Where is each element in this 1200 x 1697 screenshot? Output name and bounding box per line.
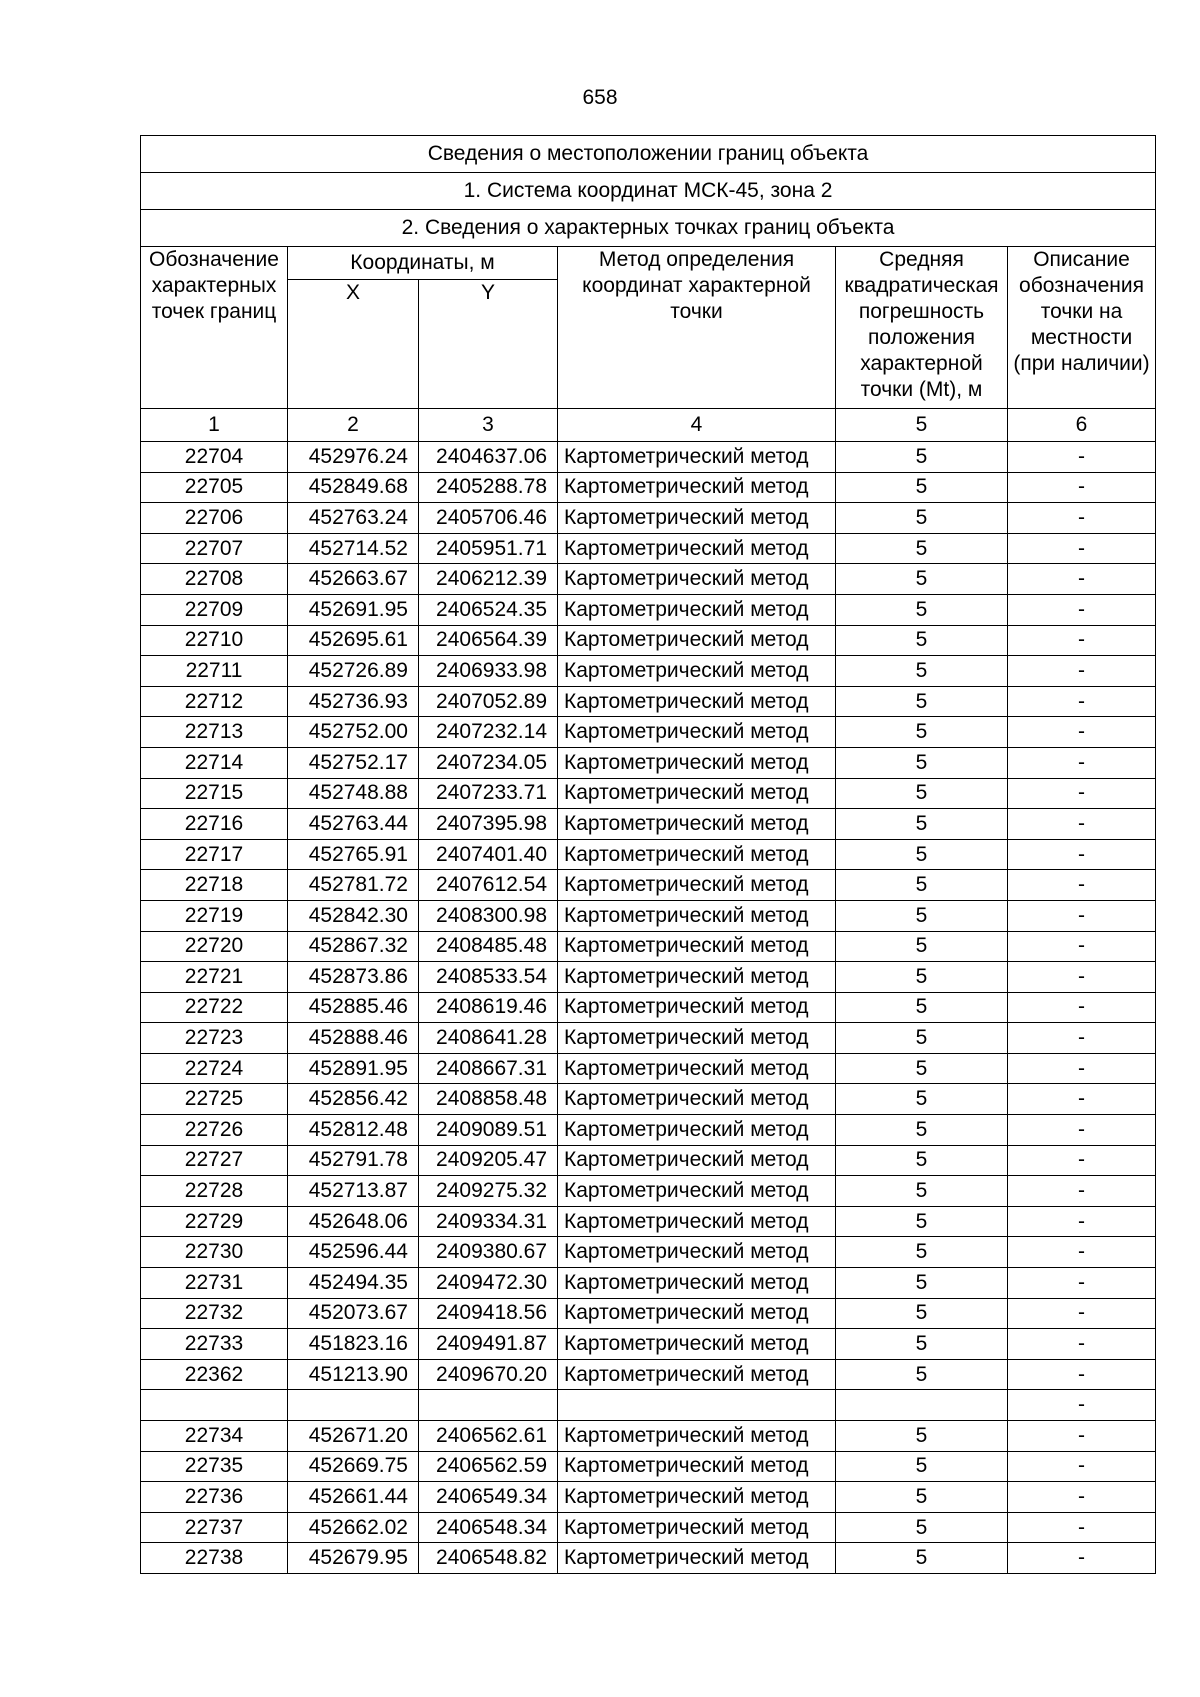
method-cell: Картометрический метод — [558, 1512, 836, 1543]
error-cell: 5 — [836, 1512, 1008, 1543]
error-cell: 5 — [836, 1482, 1008, 1513]
y-coordinate-cell: 2409275.32 — [419, 1176, 558, 1207]
table-row — [141, 1023, 1156, 1054]
table-row — [141, 1451, 1156, 1482]
table-row — [141, 533, 1156, 564]
method-cell: Картометрический метод — [558, 1023, 836, 1054]
table-row — [141, 594, 1156, 625]
column-number: 5 — [836, 409, 1008, 442]
table-row — [141, 1390, 1156, 1421]
error-cell: 5 — [836, 839, 1008, 870]
point-id-cell: 22738 — [141, 1543, 288, 1574]
description-cell: - — [1008, 1268, 1156, 1299]
point-id-cell: 22716 — [141, 809, 288, 840]
y-coordinate-cell: 2407234.05 — [419, 747, 558, 778]
x-coordinate-cell: 452726.89 — [288, 656, 419, 687]
x-coordinate-cell: 452669.75 — [288, 1451, 419, 1482]
table-row — [141, 778, 1156, 809]
y-coordinate-cell: 2409380.67 — [419, 1237, 558, 1268]
y-coordinate-cell: 2406549.34 — [419, 1482, 558, 1513]
y-coordinate-cell: 2409472.30 — [419, 1268, 558, 1299]
point-id-cell: 22736 — [141, 1482, 288, 1513]
error-cell: 5 — [836, 778, 1008, 809]
point-id-cell: 22711 — [141, 656, 288, 687]
y-coordinate-cell: 2405288.78 — [419, 472, 558, 503]
point-id-cell: 22737 — [141, 1512, 288, 1543]
table-row — [141, 870, 1156, 901]
description-cell: - — [1008, 1543, 1156, 1574]
error-cell: 5 — [836, 472, 1008, 503]
point-id-cell — [141, 1390, 288, 1421]
description-cell: - — [1008, 564, 1156, 595]
point-id-cell: 22712 — [141, 686, 288, 717]
point-id-cell: 22708 — [141, 564, 288, 595]
error-cell: 5 — [836, 931, 1008, 962]
x-coordinate-cell: 452891.95 — [288, 1053, 419, 1084]
column-number: 1 — [141, 409, 288, 442]
x-coordinate-cell: 452765.91 — [288, 839, 419, 870]
x-coordinate-cell: 452661.44 — [288, 1482, 419, 1513]
error-cell: 5 — [836, 1451, 1008, 1482]
y-coordinate-cell — [419, 1390, 558, 1421]
method-cell: Картометрический метод — [558, 747, 836, 778]
y-coordinate-cell: 2404637.06 — [419, 442, 558, 473]
x-coordinate-cell: 452695.61 — [288, 625, 419, 656]
y-coordinate-cell: 2408858.48 — [419, 1084, 558, 1115]
page-number: 658 — [582, 86, 618, 109]
description-cell: - — [1008, 839, 1156, 870]
description-cell: - — [1008, 747, 1156, 778]
point-id-cell: 22705 — [141, 472, 288, 503]
column-number: 2 — [288, 409, 419, 442]
point-id-cell: 22733 — [141, 1329, 288, 1360]
error-cell: 5 — [836, 1329, 1008, 1360]
table-row — [141, 686, 1156, 717]
table-row — [141, 1421, 1156, 1452]
table-row — [141, 1145, 1156, 1176]
point-id-cell: 22727 — [141, 1145, 288, 1176]
description-cell: - — [1008, 625, 1156, 656]
y-coordinate-cell: 2409089.51 — [419, 1115, 558, 1146]
header-method: Метод определения координат характерной точки — [558, 247, 836, 409]
table-row — [141, 931, 1156, 962]
boundary-points-table — [140, 135, 1156, 1574]
x-coordinate-cell: 452791.78 — [288, 1145, 419, 1176]
table-row — [141, 1268, 1156, 1299]
error-cell: 5 — [836, 442, 1008, 473]
header-coordinates: Координаты, м — [288, 247, 558, 280]
column-number: 6 — [1008, 409, 1156, 442]
table-row — [141, 564, 1156, 595]
table-title: Сведения о местоположении границ объекта — [141, 136, 1156, 173]
description-cell: - — [1008, 1482, 1156, 1513]
x-coordinate-cell: 452849.68 — [288, 472, 419, 503]
y-coordinate-cell: 2407232.14 — [419, 717, 558, 748]
y-coordinate-cell: 2407401.40 — [419, 839, 558, 870]
x-coordinate-cell: 452888.46 — [288, 1023, 419, 1054]
error-cell: 5 — [836, 564, 1008, 595]
description-cell: - — [1008, 717, 1156, 748]
description-cell: - — [1008, 931, 1156, 962]
method-cell: Картометрический метод — [558, 1329, 836, 1360]
error-cell: 5 — [836, 747, 1008, 778]
y-coordinate-cell: 2409334.31 — [419, 1206, 558, 1237]
point-id-cell: 22709 — [141, 594, 288, 625]
method-cell: Картометрический метод — [558, 1421, 836, 1452]
method-cell: Картометрический метод — [558, 1359, 836, 1390]
column-number: 3 — [419, 409, 558, 442]
method-cell: Картометрический метод — [558, 1176, 836, 1207]
y-coordinate-cell: 2405951.71 — [419, 533, 558, 564]
table-row — [141, 1543, 1156, 1574]
table-row — [141, 747, 1156, 778]
method-cell: Картометрический метод — [558, 931, 836, 962]
description-cell: - — [1008, 686, 1156, 717]
method-cell: Картометрический метод — [558, 1237, 836, 1268]
x-coordinate-cell: 452073.67 — [288, 1298, 419, 1329]
point-id-cell: 22725 — [141, 1084, 288, 1115]
table-row — [141, 503, 1156, 534]
x-coordinate-cell: 452713.87 — [288, 1176, 419, 1207]
method-cell: Картометрический метод — [558, 533, 836, 564]
method-cell: Картометрический метод — [558, 717, 836, 748]
point-id-cell: 22718 — [141, 870, 288, 901]
x-coordinate-cell: 451213.90 — [288, 1359, 419, 1390]
method-cell: Картометрический метод — [558, 1084, 836, 1115]
point-id-cell: 22707 — [141, 533, 288, 564]
x-coordinate-cell: 452842.30 — [288, 900, 419, 931]
description-cell: - — [1008, 442, 1156, 473]
error-cell: 5 — [836, 1543, 1008, 1574]
table-row — [141, 1115, 1156, 1146]
y-coordinate-cell: 2406564.39 — [419, 625, 558, 656]
error-cell: 5 — [836, 809, 1008, 840]
method-cell: Картометрический метод — [558, 625, 836, 656]
description-cell: - — [1008, 503, 1156, 534]
x-coordinate-cell: 452648.06 — [288, 1206, 419, 1237]
error-cell: 5 — [836, 1115, 1008, 1146]
y-coordinate-cell: 2406212.39 — [419, 564, 558, 595]
x-coordinate-cell — [288, 1390, 419, 1421]
description-cell: - — [1008, 1084, 1156, 1115]
description-cell: - — [1008, 594, 1156, 625]
method-cell: Картометрический метод — [558, 564, 836, 595]
table-row — [141, 1329, 1156, 1360]
x-coordinate-cell: 452748.88 — [288, 778, 419, 809]
x-coordinate-cell: 452752.17 — [288, 747, 419, 778]
description-cell: - — [1008, 992, 1156, 1023]
x-coordinate-cell: 452763.24 — [288, 503, 419, 534]
y-coordinate-cell: 2408619.46 — [419, 992, 558, 1023]
description-cell: - — [1008, 1145, 1156, 1176]
description-cell: - — [1008, 1176, 1156, 1207]
error-cell: 5 — [836, 1053, 1008, 1084]
error-cell: 5 — [836, 686, 1008, 717]
y-coordinate-cell: 2406548.82 — [419, 1543, 558, 1574]
method-cell: Картометрический метод — [558, 1451, 836, 1482]
error-cell: 5 — [836, 1359, 1008, 1390]
method-cell: Картометрический метод — [558, 686, 836, 717]
table-row — [141, 472, 1156, 503]
table-row — [141, 1237, 1156, 1268]
point-id-cell: 22722 — [141, 992, 288, 1023]
error-cell: 5 — [836, 1145, 1008, 1176]
point-id-cell: 22715 — [141, 778, 288, 809]
y-coordinate-cell: 2409491.87 — [419, 1329, 558, 1360]
point-id-cell: 22714 — [141, 747, 288, 778]
x-coordinate-cell: 452494.35 — [288, 1268, 419, 1299]
point-id-cell: 22734 — [141, 1421, 288, 1452]
method-cell: Картометрический метод — [558, 962, 836, 993]
description-cell: - — [1008, 962, 1156, 993]
point-id-cell: 22729 — [141, 1206, 288, 1237]
table-row — [141, 1298, 1156, 1329]
point-id-cell: 22721 — [141, 962, 288, 993]
table-row — [141, 1512, 1156, 1543]
table-row — [141, 900, 1156, 931]
x-coordinate-cell: 452663.67 — [288, 564, 419, 595]
point-id-cell: 22724 — [141, 1053, 288, 1084]
description-cell: - — [1008, 1451, 1156, 1482]
y-coordinate-cell: 2408533.54 — [419, 962, 558, 993]
error-cell: 5 — [836, 1268, 1008, 1299]
x-coordinate-cell: 452763.44 — [288, 809, 419, 840]
method-cell: Картометрический метод — [558, 472, 836, 503]
description-cell: - — [1008, 1390, 1156, 1421]
y-coordinate-cell: 2408667.31 — [419, 1053, 558, 1084]
description-cell: - — [1008, 1421, 1156, 1452]
point-id-cell: 22713 — [141, 717, 288, 748]
description-cell: - — [1008, 472, 1156, 503]
y-coordinate-cell: 2408485.48 — [419, 931, 558, 962]
x-coordinate-cell: 452856.42 — [288, 1084, 419, 1115]
method-cell: Картометрический метод — [558, 656, 836, 687]
table-row — [141, 1084, 1156, 1115]
y-coordinate-cell: 2406562.59 — [419, 1451, 558, 1482]
table-row — [141, 1359, 1156, 1390]
y-coordinate-cell: 2405706.46 — [419, 503, 558, 534]
table-row — [141, 1482, 1156, 1513]
x-coordinate-cell: 452714.52 — [288, 533, 419, 564]
error-cell: 5 — [836, 1176, 1008, 1207]
header-designation: Обозначение характерных точек границ — [141, 247, 288, 409]
method-cell: Картометрический метод — [558, 594, 836, 625]
method-cell: Картометрический метод — [558, 1482, 836, 1513]
method-cell: Картометрический метод — [558, 1268, 836, 1299]
y-coordinate-cell: 2406933.98 — [419, 656, 558, 687]
description-cell: - — [1008, 1329, 1156, 1360]
description-cell: - — [1008, 1298, 1156, 1329]
y-coordinate-cell: 2408641.28 — [419, 1023, 558, 1054]
x-coordinate-cell: 452662.02 — [288, 1512, 419, 1543]
point-id-cell: 22706 — [141, 503, 288, 534]
x-coordinate-cell: 452812.48 — [288, 1115, 419, 1146]
error-cell: 5 — [836, 717, 1008, 748]
description-cell: - — [1008, 900, 1156, 931]
method-cell: Картометрический метод — [558, 1115, 836, 1146]
method-cell: Картометрический метод — [558, 992, 836, 1023]
x-coordinate-cell: 452976.24 — [288, 442, 419, 473]
description-cell: - — [1008, 1512, 1156, 1543]
point-id-cell: 22362 — [141, 1359, 288, 1390]
error-cell: 5 — [836, 1298, 1008, 1329]
x-coordinate-cell: 452691.95 — [288, 594, 419, 625]
error-cell: 5 — [836, 503, 1008, 534]
point-id-cell: 22710 — [141, 625, 288, 656]
error-cell: 5 — [836, 656, 1008, 687]
table-row — [141, 656, 1156, 687]
point-id-cell: 22704 — [141, 442, 288, 473]
method-cell: Картометрический метод — [558, 442, 836, 473]
header-error: Средняя квадратическая погрешность положения характерной точки (Mt), м — [836, 247, 1008, 409]
y-coordinate-cell: 2406524.35 — [419, 594, 558, 625]
point-id-cell: 22732 — [141, 1298, 288, 1329]
column-number: 4 — [558, 409, 836, 442]
method-cell: Картометрический метод — [558, 1053, 836, 1084]
x-coordinate-cell: 452885.46 — [288, 992, 419, 1023]
header-description: Описание обозначения точки на местности (при наличии) — [1008, 247, 1156, 409]
method-cell: Картометрический метод — [558, 1543, 836, 1574]
error-cell: 5 — [836, 1206, 1008, 1237]
method-cell: Картометрический метод — [558, 503, 836, 534]
description-cell: - — [1008, 656, 1156, 687]
method-cell: Картометрический метод — [558, 1145, 836, 1176]
table-row — [141, 809, 1156, 840]
y-coordinate-cell: 2409418.56 — [419, 1298, 558, 1329]
point-id-cell: 22720 — [141, 931, 288, 962]
table-row — [141, 1176, 1156, 1207]
point-id-cell: 22723 — [141, 1023, 288, 1054]
method-cell: Картометрический метод — [558, 1206, 836, 1237]
method-cell: Картометрический метод — [558, 870, 836, 901]
y-coordinate-cell: 2407052.89 — [419, 686, 558, 717]
error-cell: 5 — [836, 992, 1008, 1023]
x-coordinate-cell: 452736.93 — [288, 686, 419, 717]
header-y: Y — [419, 280, 558, 409]
description-cell: - — [1008, 778, 1156, 809]
error-cell — [836, 1390, 1008, 1421]
description-cell: - — [1008, 870, 1156, 901]
error-cell: 5 — [836, 962, 1008, 993]
error-cell: 5 — [836, 1084, 1008, 1115]
method-cell: Картометрический метод — [558, 839, 836, 870]
point-id-cell: 22726 — [141, 1115, 288, 1146]
x-coordinate-cell: 452679.95 — [288, 1543, 419, 1574]
error-cell: 5 — [836, 594, 1008, 625]
description-cell: - — [1008, 1237, 1156, 1268]
table-row — [141, 1053, 1156, 1084]
error-cell: 5 — [836, 870, 1008, 901]
x-coordinate-cell: 452752.00 — [288, 717, 419, 748]
table-row — [141, 625, 1156, 656]
x-coordinate-cell: 452873.86 — [288, 962, 419, 993]
error-cell: 5 — [836, 625, 1008, 656]
description-cell: - — [1008, 533, 1156, 564]
x-coordinate-cell: 451823.16 — [288, 1329, 419, 1360]
point-id-cell: 22735 — [141, 1451, 288, 1482]
description-cell: - — [1008, 1053, 1156, 1084]
description-cell: - — [1008, 809, 1156, 840]
method-cell — [558, 1390, 836, 1421]
table-row — [141, 839, 1156, 870]
table-row — [141, 1206, 1156, 1237]
y-coordinate-cell: 2406548.34 — [419, 1512, 558, 1543]
table-row — [141, 717, 1156, 748]
description-cell: - — [1008, 1206, 1156, 1237]
error-cell: 5 — [836, 900, 1008, 931]
point-id-cell: 22717 — [141, 839, 288, 870]
table-row — [141, 992, 1156, 1023]
coordinate-system: 1. Система координат МСК-45, зона 2 — [141, 173, 1156, 210]
error-cell: 5 — [836, 1023, 1008, 1054]
y-coordinate-cell: 2407233.71 — [419, 778, 558, 809]
y-coordinate-cell: 2407612.54 — [419, 870, 558, 901]
method-cell: Картометрический метод — [558, 778, 836, 809]
y-coordinate-cell: 2409205.47 — [419, 1145, 558, 1176]
y-coordinate-cell: 2407395.98 — [419, 809, 558, 840]
error-cell: 5 — [836, 1421, 1008, 1452]
description-cell: - — [1008, 1359, 1156, 1390]
x-coordinate-cell: 452867.32 — [288, 931, 419, 962]
description-cell: - — [1008, 1115, 1156, 1146]
y-coordinate-cell: 2406562.61 — [419, 1421, 558, 1452]
x-coordinate-cell: 452596.44 — [288, 1237, 419, 1268]
error-cell: 5 — [836, 1237, 1008, 1268]
point-id-cell: 22731 — [141, 1268, 288, 1299]
error-cell: 5 — [836, 533, 1008, 564]
table-row — [141, 442, 1156, 473]
method-cell: Картометрический метод — [558, 1298, 836, 1329]
table-row — [141, 962, 1156, 993]
description-cell: - — [1008, 1023, 1156, 1054]
y-coordinate-cell: 2408300.98 — [419, 900, 558, 931]
x-coordinate-cell: 452781.72 — [288, 870, 419, 901]
header-x: X — [288, 280, 419, 409]
method-cell: Картометрический метод — [558, 809, 836, 840]
point-id-cell: 22719 — [141, 900, 288, 931]
section-title: 2. Сведения о характерных точках границ объекта — [141, 210, 1156, 247]
y-coordinate-cell: 2409670.20 — [419, 1359, 558, 1390]
method-cell: Картометрический метод — [558, 900, 836, 931]
x-coordinate-cell: 452671.20 — [288, 1421, 419, 1452]
point-id-cell: 22728 — [141, 1176, 288, 1207]
point-id-cell: 22730 — [141, 1237, 288, 1268]
